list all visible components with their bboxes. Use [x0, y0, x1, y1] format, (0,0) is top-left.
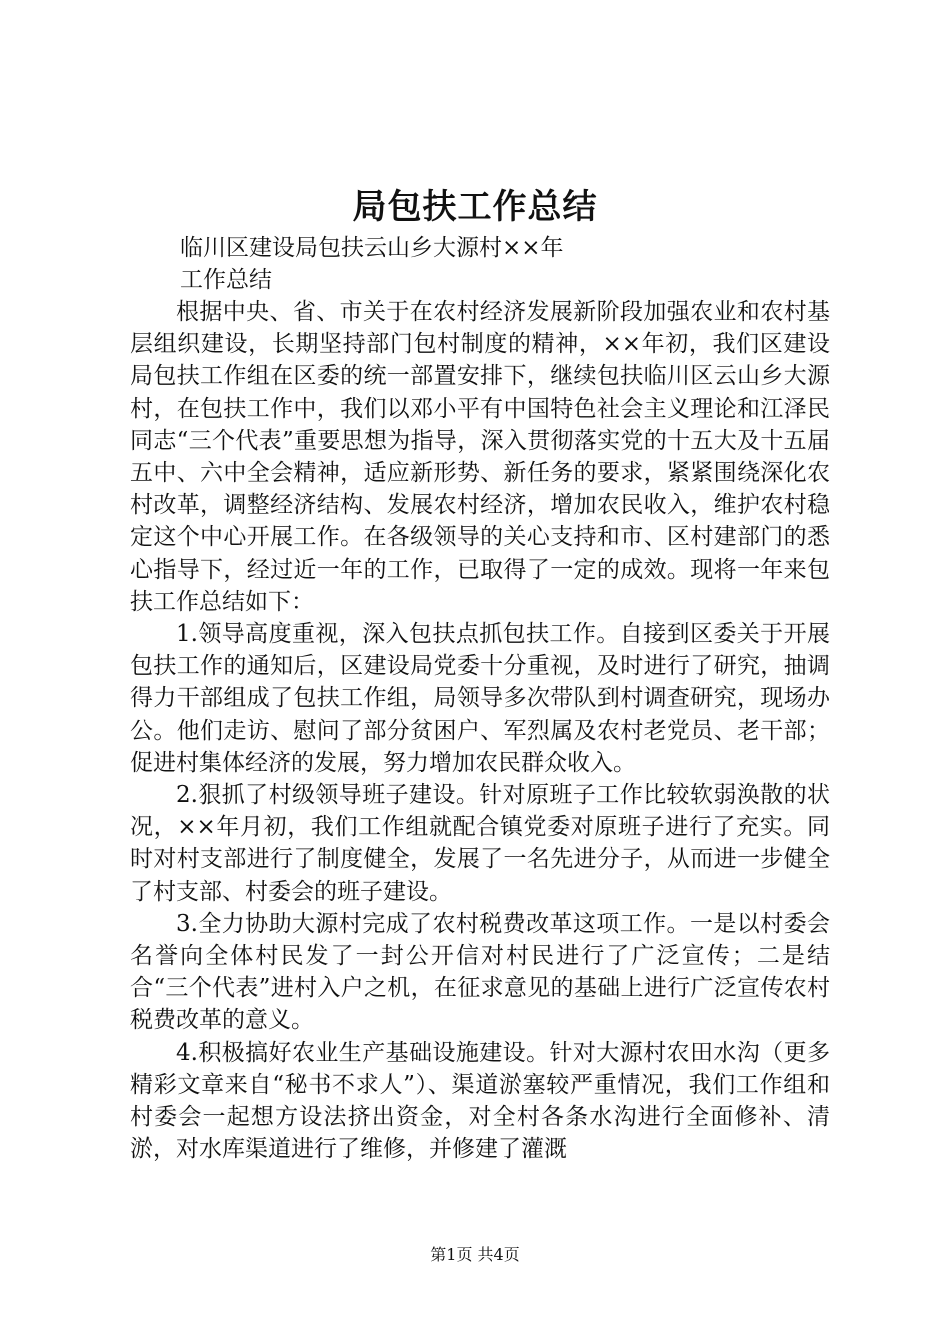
paragraph-intro: 根据中央、省、市关于在农村经济发展新阶段加强农业和农村基层组织建设，长期坚持部门包村制度的精神，××年初，我们区建设局包扶工作组在区委的统一部置安排下，继续包扶临川区云山乡大源村，在包扶工作中，我们以邓小平有中国特色社会主义理论和江泽民同志“三个代表”重要思想为指导，深入贯彻落实党的十五大及十五届五中、六中全会精神，适应新形势、新任务的要求，紧紧围绕深化农村改革，调整经济结构、发展农村经济，增加农民收入，维护农村稳定这个中心开展工作。在各级领导的关心支持和市、区村建部门的悉心指导下，经过近一年的工作，已取得了一定的成效。现将一年来包扶工作总结如下：	[130, 299, 830, 615]
paragraph-item-3: 3.全力协助大源村完成了农村税费改革这项工作。一是以村委会名誉向全体村民发了一封公开信对村民进行了广泛宣传；二是结合“三个代表”进村入户之机，在征求意见的基础上进行广泛宣传农村税费改革的意义。	[130, 910, 830, 1034]
paragraph-item-4: 4.积极搞好农业生产基础设施建设。针对大源村农田水沟（更多精彩文章来自“秘书不求人”）、渠道淤塞较严重情况，我们工作组和村委会一起想方设法挤出资金，对全村各条水沟进行全面修补、清淤，对水库渠道进行了维修，并修建了灌溉	[130, 1039, 830, 1163]
page-footer: 第1页 共4页	[430, 1245, 520, 1264]
document-subtitle-line1: 临川区建设局包扶云山乡大源村××年	[180, 235, 564, 261]
document-body	[130, 296, 830, 1165]
paragraph-item-2: 2.狠抓了村级领导班子建设。针对原班子工作比较软弱涣散的状况，××年月初，我们工作组就配合镇党委对原班子进行了充实。同时对村支部进行了制度健全，发展了一名先进分子，从而进一步健全了村支部、村委会的班子建设。	[130, 782, 830, 905]
document-title: 局包扶工作总结	[352, 187, 598, 227]
paragraph-item-1: 1.领导高度重视，深入包扶点抓包扶工作。自接到区委关于开展包扶工作的通知后，区建设局党委十分重视，及时进行了研究，抽调得力干部组成了包扶工作组，局领导多次带队到村调查研究，现场办公。他们走访、慰问了部分贫困户、军烈属及农村老党员、老干部；促进村集体经济的发展，努力增加农民群众收入。	[130, 621, 830, 776]
document-subtitle-line2: 工作总结	[180, 267, 272, 293]
